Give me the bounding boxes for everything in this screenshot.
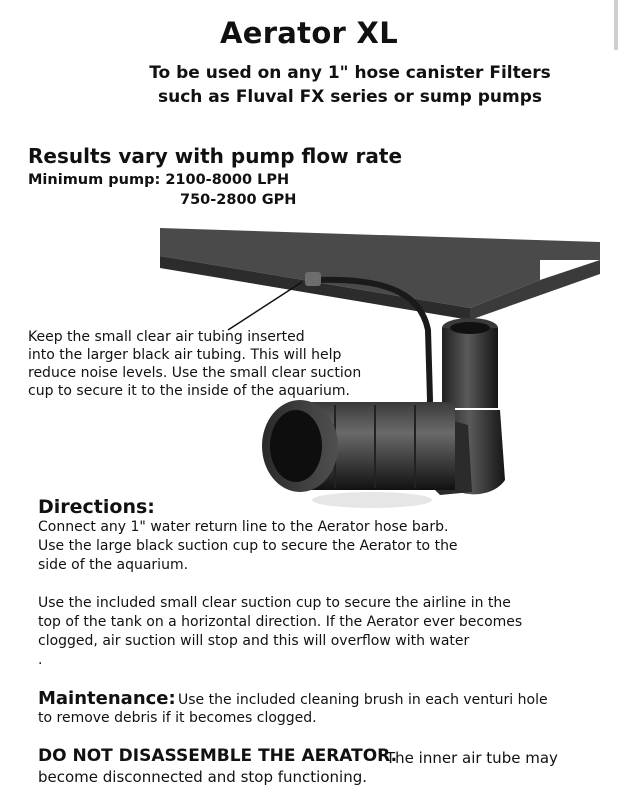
- directions-p1-line-3: side of the aquarium.: [38, 557, 189, 573]
- scrollbar[interactable]: [614, 0, 618, 50]
- warning-text-2: become disconnected and stop functioning.: [38, 768, 367, 786]
- callout-line-1: Keep the small clear air tubing inserted: [28, 329, 305, 345]
- callout-line-2: into the larger black air tubing. This will help: [28, 347, 342, 363]
- warning-heading: DO NOT DISASSEMBLE THE AERATOR.: [38, 746, 398, 766]
- min-pump-gph: 750-2800 GPH: [180, 192, 297, 208]
- subtitle-line-1: To be used on any 1" hose canister Filters: [149, 63, 551, 83]
- directions-p1-line-2: Use the large black suction cup to secure the Aerator to the: [38, 538, 458, 554]
- hose-barb: [442, 328, 498, 408]
- callout-line-3: reduce noise levels. Use the small clear suction: [28, 365, 362, 381]
- directions-p2-line-4: .: [38, 652, 43, 668]
- min-pump-lph: Minimum pump: 2100-8000 LPH: [28, 172, 290, 188]
- results-heading: Results vary with pump flow rate: [28, 144, 403, 168]
- page-title: Aerator XL: [219, 16, 398, 50]
- directions-p2-line-1: Use the included small clear suction cup to secure the airline in the: [38, 595, 511, 611]
- directions-p2-line-2: top of the tank on a horizontal direction. If the Aerator ever becomes: [38, 614, 523, 630]
- maintenance-heading: Maintenance:: [38, 688, 176, 709]
- maintenance-text-2: to remove debris if it becomes clogged.: [38, 710, 317, 726]
- subtitle-line-2: such as Fluval FX series or sump pumps: [157, 87, 542, 107]
- callout-line-4: cup to secure it to the inside of the aquarium.: [28, 383, 350, 399]
- directions-p2-line-3: clogged, air suction will stop and this will overflow with water: [38, 633, 470, 649]
- directions-p1-line-1: Connect any 1" water return line to the Aerator hose barb.: [38, 519, 449, 535]
- directions-heading: Directions:: [38, 496, 155, 518]
- callout-pointer: [228, 282, 302, 330]
- warning-text-1: The inner air tube may: [386, 749, 558, 767]
- air-suction-cup: [305, 272, 321, 286]
- maintenance-text-1: Use the included cleaning brush in each venturi hole: [178, 692, 548, 708]
